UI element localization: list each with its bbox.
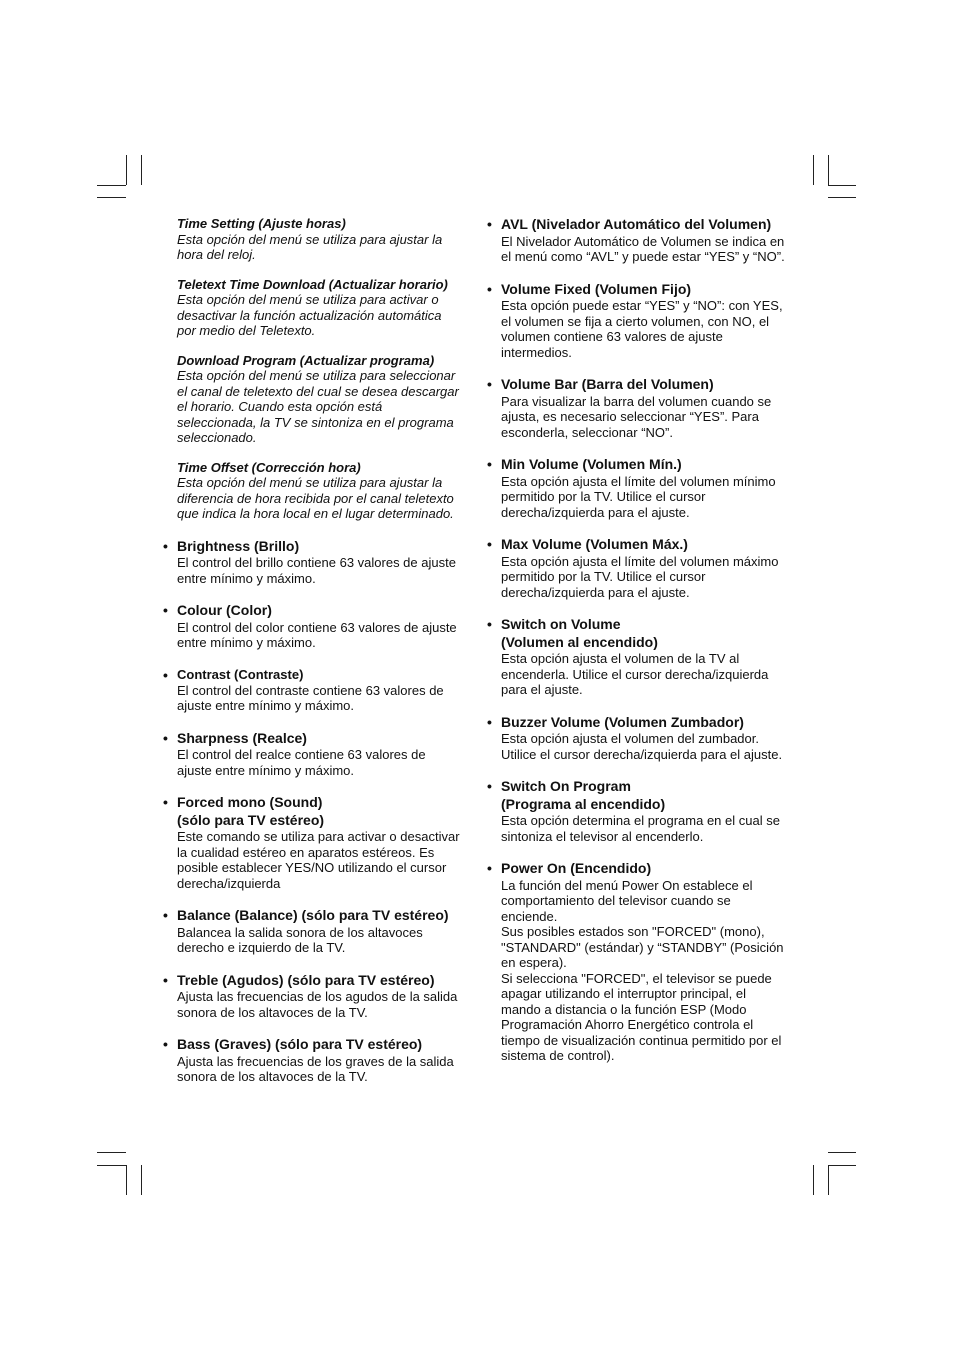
power-on-entry	[487, 860, 789, 1064]
entry-title: Max Volume (Volumen Máx.)	[501, 536, 688, 552]
bullet-icon: •	[487, 713, 492, 730]
entry-title: Time Offset (Corrección hora)	[177, 459, 361, 475]
entry-title: Colour (Color)	[177, 602, 272, 618]
entry-body: Esta opción ajusta el volumen del zumbador. Utilice el cursor derecha/izquierda para el ajuste.	[501, 731, 783, 762]
entry-title: Teletext Time Download (Actualizar horario)	[177, 276, 448, 292]
entry-body: Balancea la salida sonora de los altavoces derecho e izquierdo de la TV.	[177, 924, 423, 955]
entry-body: Esta opción del menú se utiliza para activar o desactivar la función actualización automática por medio del Teletexto.	[177, 292, 442, 338]
entry-body: Este comando se utiliza para activar o desactivar la cualidad estéreo en aparatos estéreos. Es posible establecer YES/NO utilizando el cursor derecha/izquierda	[177, 829, 460, 891]
bullet-icon: •	[163, 729, 168, 746]
bullet-icon: •	[487, 216, 492, 232]
sharpness-entry	[163, 730, 463, 779]
entry-title: Brightness (Brillo)	[177, 537, 300, 554]
balance-entry	[163, 907, 463, 956]
teletext-time-download-entry	[163, 277, 463, 339]
switch-on-volume-entry	[487, 616, 789, 698]
left-column	[163, 216, 463, 1099]
entry-title: Min Volume (Volumen Mín.)	[501, 456, 682, 472]
entry-body: Esta opción ajusta el volumen de la TV al encenderla. Utilice el cursor derecha/izquierda para el ajuste.	[501, 651, 769, 697]
entry-body: El Nivelador Automático de Volumen se indica en el menú como “AVL” y puede estar “YES” y “NO”.	[501, 233, 785, 264]
treble-entry	[163, 972, 463, 1021]
bullet-icon: •	[163, 1036, 168, 1052]
entry-body: Ajusta las frecuencias de los graves de la salida sonora de los altavoces de la TV.	[177, 1053, 454, 1084]
entry-title: Forced mono (Sound)	[177, 794, 323, 810]
crop-mark-bottom-left-v	[126, 1165, 127, 1195]
entry-title-line2: (Programa al encendido)	[501, 795, 666, 812]
max-volume-entry	[487, 536, 789, 600]
entry-body: El control del color contiene 63 valores de ajuste entre mínimo y máximo.	[177, 619, 457, 650]
volume-fixed-entry	[487, 281, 789, 361]
crop-mark-bottom-left-h	[97, 1152, 126, 1153]
crop-mark-top-right-h	[828, 185, 856, 186]
entry-body: Esta opción del menú se utiliza para seleccionar el canal de teletexto del cual se desea descargar el horario. Cuando esta opción está seleccionada, la TV se sintoniza en el programa seleccionado.	[177, 368, 459, 445]
volume-bar-entry	[487, 376, 789, 440]
entry-body: La función del menú Power On establece el comportamiento del televisor cuando se enciende.	[501, 877, 753, 924]
buzzer-volume-entry	[487, 714, 789, 763]
bullet-icon: •	[163, 794, 168, 810]
crop-mark-bottom-right-v	[813, 1165, 814, 1195]
entry-title: Balance (Balance) (sólo para TV estéreo)	[177, 907, 449, 923]
entry-body: Esta opción del menú se utiliza para ajustar la diferencia de hora recibida por el canal teletexto que indica la hora local en el lugar determinado.	[177, 475, 454, 521]
bullet-icon: •	[487, 456, 492, 472]
entry-body-2: Sus posibles estados son "FORCED" (mono), "STANDARD" (estándar) y “STANDBY” (Posición en espera).	[501, 924, 784, 970]
bullet-icon: •	[487, 280, 492, 297]
entry-body-3: Si selecciona "FORCED", el televisor se puede apagar utilizando el interruptor principal, el mando a distancia o la función ESP (Modo Programación Ahorro Energético controla el tiempo de visualización continua permitido por el sistema de control).	[501, 970, 782, 1063]
entry-title-line2: (Volumen al encendido)	[501, 633, 658, 650]
entry-title: Bass (Graves) (sólo para TV estéreo)	[177, 1036, 423, 1052]
crop-mark-bottom-right-h	[828, 1152, 856, 1153]
time-offset-entry	[163, 460, 463, 522]
crop-mark-top-right-h2	[828, 197, 856, 198]
bullet-icon: •	[163, 602, 168, 618]
entry-body: Esta opción ajusta el límite del volumen mínimo permitido por la TV. Utilice el cursor derecha/izquierda para el ajuste.	[501, 473, 776, 520]
entry-title: Volume Bar (Barra del Volumen)	[501, 376, 714, 392]
bullet-icon: •	[163, 537, 168, 554]
entry-body: Esta opción ajusta el límite del volumen máximo permitido por la TV. Utilice el cursor derecha/izquierda para el ajuste.	[501, 553, 779, 600]
crop-mark-bottom-right-h2	[828, 1165, 856, 1166]
entry-title: Time Setting (Ajuste horas)	[177, 216, 346, 231]
entry-body: Esta opción determina el programa en el cual se sintoniza el televisor al encenderlo.	[501, 813, 780, 844]
entry-title: Buzzer Volume (Volumen Zumbador)	[501, 713, 744, 730]
bullet-icon: •	[487, 536, 492, 552]
bullet-icon: •	[163, 907, 168, 923]
bullet-icon: •	[487, 778, 492, 794]
crop-mark-bottom-left-h2	[97, 1165, 126, 1166]
entry-title: Download Program (Actualizar programa)	[177, 352, 435, 368]
crop-mark-bottom-left-v2	[141, 1165, 142, 1195]
brightness-entry	[163, 538, 463, 587]
time-setting-entry	[163, 216, 463, 263]
crop-mark-top-left-h	[97, 185, 126, 186]
entry-body: El control del contraste contiene 63 valores de ajuste entre mínimo y máximo.	[177, 682, 444, 713]
entry-title: Volume Fixed (Volumen Fijo)	[501, 280, 692, 297]
entry-title: Sharpness (Realce)	[177, 729, 307, 746]
bullet-icon: •	[163, 666, 168, 683]
entry-body: Esta opción del menú se utiliza para ajustar la hora del reloj.	[177, 231, 443, 262]
bullet-icon: •	[487, 860, 492, 876]
entry-title: Switch On Program	[501, 778, 631, 794]
colour-entry	[163, 602, 463, 651]
forced-mono-entry	[163, 794, 463, 891]
bass-entry	[163, 1036, 463, 1085]
right-column	[487, 216, 789, 1078]
crop-mark-top-right-v2	[828, 155, 829, 185]
entry-body: El control del realce contiene 63 valores de ajuste entre mínimo y máximo.	[177, 747, 426, 778]
bullet-icon: •	[163, 971, 168, 988]
entry-title: Power On (Encendido)	[501, 860, 652, 876]
avl-entry	[487, 216, 789, 265]
contrast-entry	[163, 667, 463, 714]
bullet-icon: •	[487, 376, 492, 392]
entry-title: AVL (Nivelador Automático del Volumen)	[501, 216, 772, 232]
entry-title: Switch on Volume	[501, 616, 621, 632]
crop-mark-top-left-v	[126, 155, 127, 185]
entry-title-line2: (sólo para TV estéreo)	[177, 811, 325, 828]
min-volume-entry	[487, 456, 789, 520]
entry-body: El control del brillo contiene 63 valores de ajuste entre mínimo y máximo.	[177, 555, 456, 586]
crop-mark-bottom-right-v2	[828, 1165, 829, 1195]
entry-body: Para visualizar la barra del volumen cuando se ajusta, es necesario seleccionar “YES”. Para esconderla, seleccionar “NO”.	[501, 393, 772, 440]
crop-mark-top-left-h2	[97, 197, 126, 198]
entry-body: Ajusta las frecuencias de los agudos de la salida sonora de los altavoces de la TV.	[177, 989, 458, 1020]
switch-on-program-entry	[487, 778, 789, 844]
crop-mark-top-left-v2	[141, 155, 142, 185]
entry-title: Contrast (Contraste)	[177, 666, 304, 682]
download-program-entry	[163, 353, 463, 446]
entry-title: Treble (Agudos) (sólo para TV estéreo)	[177, 971, 435, 988]
crop-mark-top-right-v	[813, 155, 814, 185]
bullet-icon: •	[487, 616, 492, 632]
entry-body: Esta opción puede estar “YES” y “NO”: con YES, el volumen se fija a cierto volumen, con NO, el volumen contiene 63 valores de ajuste intermedios.	[501, 298, 783, 360]
